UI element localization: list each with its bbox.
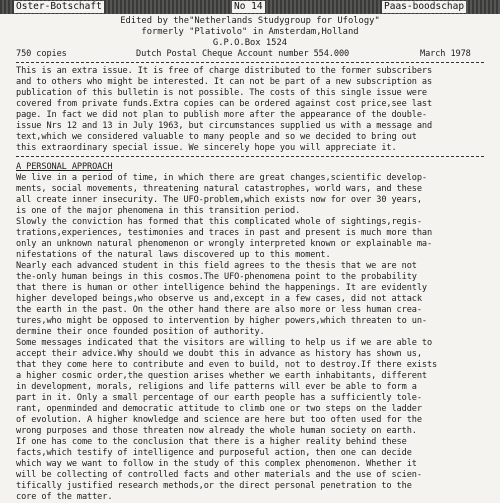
body-line: Slowly the conviction has formed that this complicated whole of sightings,regis- <box>16 217 422 227</box>
body-line: the earth in the past. On the other hand there are also more or less human crea- <box>16 305 422 315</box>
body-line: that there is human or other intelligence behind the happenings. It are evidently <box>16 283 427 293</box>
section-title: A PERSONAL APPROACH <box>16 162 113 172</box>
header-right: Paas-boodschap <box>384 1 465 12</box>
body-line: of evolution. A higher knowledge and science are here but too often used for the <box>16 415 422 425</box>
body-line: part in it. Only a small percentage of our earth people has a sufficiently tole- <box>16 393 422 403</box>
body-line: a higher cosmic order,the question arises whether we earth inhabitants, different <box>16 371 427 381</box>
body-line: core of the matter. <box>16 492 113 502</box>
intro-line: covered from private funds.Extra copies can be ordered against cost price,see last <box>16 99 433 109</box>
body-line: tifically justified research methods,or the direct personal penetration to the <box>16 481 412 491</box>
masthead-line-3: G.P.O.Box 1524 <box>212 38 288 48</box>
body-line: accept their advice.Why should we doubt this in advance as history has shown us, <box>16 349 422 359</box>
body-line: higher developed beings,who observe us and,except in a few cases, did not attack <box>16 294 422 304</box>
body-line: the-only human beings in this cosmos.The UFO-phenomena point to the probability <box>16 272 417 282</box>
body-line: facts,which testify of intelligence and purposeful action, then one can decide <box>16 448 412 458</box>
intro-line: text,which we considered valuable to many people and so we decided to bring out <box>16 132 417 142</box>
header-left: Oster-Botschaft <box>16 1 102 12</box>
body-line: nifestations of the natural laws discovered up to this moment. <box>16 250 331 260</box>
divider-bottom <box>16 156 484 157</box>
body-line: dermine their once founded position of authority. <box>16 327 265 337</box>
copies-count: 750 copies <box>16 49 67 59</box>
body-line: wrong purposes and those threaten now already the whole human society on earth. <box>16 426 417 436</box>
body-line: trations,experiences, testimonies and traces in past and present is much more than <box>16 228 433 238</box>
intro-line: and to others who might be interested. It can not be part of a new subscription as <box>16 77 433 87</box>
intro-line: this extraordinary special issue. We sincerely hope you will appreciate it. <box>16 143 397 153</box>
intro-line: This is an extra issue. It is free of charge distributed to the former subscribers <box>16 66 433 76</box>
issue-number: No 14 <box>234 1 263 12</box>
body-line: If one has come to the conclusion that there is a higher reality behind these <box>16 437 407 447</box>
body-line: tures,who might be opposed to intervention by higher powers,which threaten to un- <box>16 316 427 326</box>
body-line: all create inner insecurity. The UFO-problem,which exists now for over 30 years, <box>16 195 422 205</box>
intro-line: page. In fact we did not plan to publish more after the appearance of the double- <box>16 110 427 120</box>
body-line: Some messages indicated that the visitors are willing to help us if we are able to <box>16 338 433 348</box>
masthead-line-2: formerly "Plativolo" in Amsterdam,Holland <box>141 27 359 37</box>
body-line: is one of the major phenomena in this transition period. <box>16 206 301 216</box>
postal-account: Dutch Postal Cheque Account number 554.000 <box>136 49 350 59</box>
body-line: Nearly each advanced student in this field agrees to the thesis that we are not <box>16 261 417 271</box>
body-line: ments, social movements, threatening natural catastrophes, world wars, and these <box>16 184 422 194</box>
intro-line: publication of this bulletin is not possible. The costs of this single issue were <box>16 88 427 98</box>
issue-date: March 1978 <box>420 49 471 59</box>
body-line: in development, morals, religions and life patterns will ever be able to form a <box>16 382 417 392</box>
body-line: which way we want to follow in the study of this complex phenomenon. Whether it <box>16 459 417 469</box>
intro-line: issue Nrs 12 and 13 in July 1963, but circumstances supplied us with a message and <box>16 121 433 131</box>
body-line: that they come here to contribute and even to build, not to destroy.If there exists <box>16 360 438 370</box>
body-line: We live in a period of time, in which there are great changes,scientific develop- <box>16 173 427 183</box>
divider-top <box>16 62 484 63</box>
body-line: only an unknown natural phenomenon or wrongly interpreted known or explainable ma- <box>16 239 433 249</box>
body-line: rant, openminded and democratic attitude to climb one or two steps on the ladder <box>16 404 422 414</box>
body-line: will be collecting of controlled facts and other materials and the use of scien- <box>16 470 422 480</box>
masthead-line-1: Edited by the"Netherlands Studygroup for Ufology" <box>120 16 380 26</box>
